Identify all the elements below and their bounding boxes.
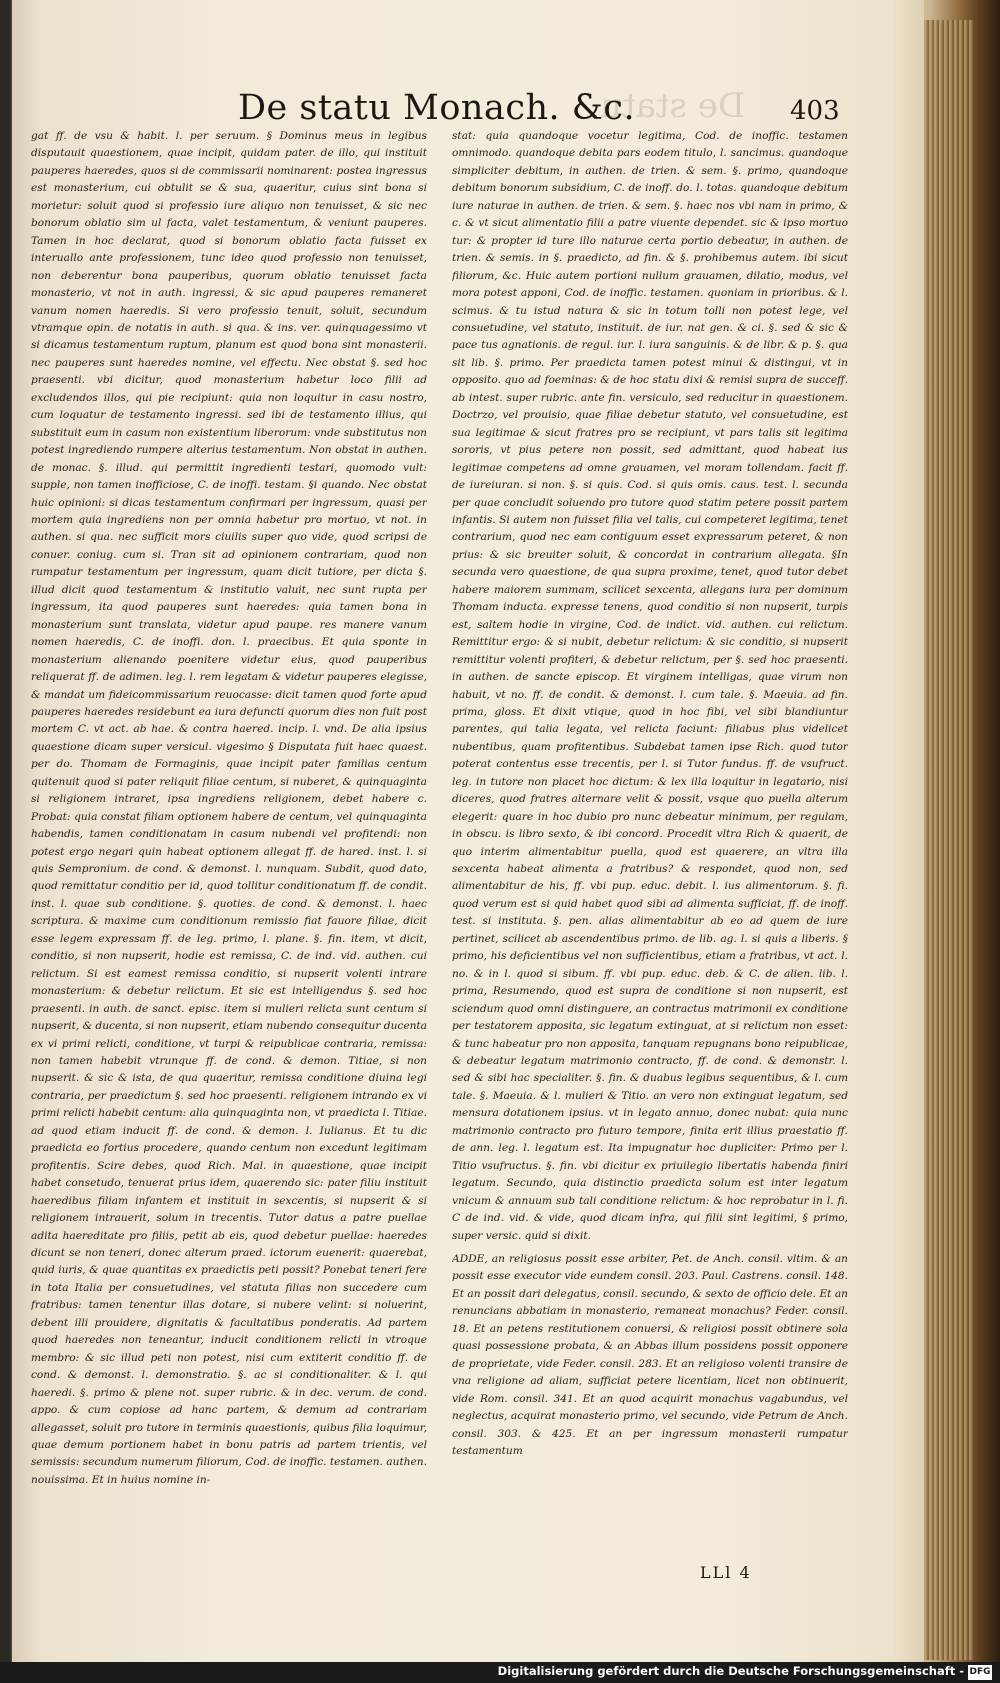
bleed-through-title: De statu	[600, 86, 746, 126]
page-number: 403	[790, 96, 840, 126]
right-column	[452, 128, 848, 1563]
right-column-text: stat: quia quandoque vocetur legitima, Cod. de inoffic. testamen omnimodo. quandoque debita pars eodem titulo, l. sancimus. quandoque simpliciter debitum, in authen. de trien. & sem. §. primo, quandoque debitum bonorum subsidium, C. de inoff. do. l. totas. quandoque debitum iure naturae in authen. de trien. & sem. §. haec nos vbi nam in primo, & c. & vt sicut alimentatio filii a patre viuente dependet. sic & ipso mortuo tur: & propter id ture illo naturae certa portio debeatur, in authen. de trien. & semis. in §. praedicto, ad fin. & §. prohibemus autem. ibi sicut filiorum, &c. Huic autem portioni nullum grauamen, dilatio, modus, vel mora potest apponi, Cod. de inoffic. testamen. quoniam in prioribus. & l. scimus. & tu istud natura & sic in totum tolli non potest lege, vel consuetudine, vel statuto, instituit. de iur. nat gen. & ci. §. sed & sic & pace tus agnationis. de regul. iur. l. iura sanguinis. & de libr. & p. §. qua sit lib. §. primo. Per praedicta tamen potest minui & distingui, vt in opposito. quo ad foeminas: & de hoc statu dixi & remisi supra de succeff. ab intest. super rubric. ante fin. versiculo, sed reducitur in quaestionem. Doctrzo, vel prouisio, quae filiae debetur statuto, vel consuetudine, est sua legitimae & sicut fratres pro se recipiunt, vt pars talis sit legitima sororis, vt pius petere non possit, sed admittant, quod habeat ius legitimae competens ad omne grauamen, vel moram tollendam. facit ff. de iureiuran. si non. §. si quis. Cod. si quis omis. caus. test. l. secunda per quae concludit soluendo pro tutore quod statim petere possit partem infantis. Si autem non fuisset filia vel talis, cui competeret legitima, tenet contrarium, quod nec eam contiguum esset expressarum peteret, & non prius: & sic breuiter soluit, & concordat in contrarium allegata. §In secunda vero quaestione, de qua supra proxime, tenet, quod tutor debet habere maiorem summam, scilicet sexcenta, allegans iura per dominum Thomam inducta. expresse tenens, quod conditio si non nupserit, turpis est, saltem hodie in virgine, Cod. de indict. vid. authen. cui relictum. Remittitur ergo: & si nubit, debetur relictum: & sic conditio, si nupserit remittitur volenti profiteri, & debetur relictum, per §. sed hoc praesenti. in authen. de sancte episcop. Et virginem intelligas, quae virum non habuit, vt no. ff. de condit. & demonst. l. cum tale. §. Maeuia. ad fin. prima, gloss. Et dixit vtique, quod in hoc fibi, vel sibi blandiuntur parentes, qui talia legata, vel relicta faciunt: filiabus plus videlicet nubentibus, quam profitentibus. Subdebat tamen ipse Rich. quod tutor poterat contentus esse trecentis, per l. si Tutor fundus. ff. de vsufruct. leg. in tutore non placet hoc dictum: & lex illa loquitur in legatario, nisi diceres, quod fratres alternare velit & possit, vsque quo puella alterum elegerit: quare in hoc dubio pro nunc debeatur minimum, per regulam, in obscu. is libro sexto, & ibi concord. Procedit vltra Rich & quaerit, de quo interim alimentabitur puella, quod est quaerere, an vltra illa sexcenta habeat alimenta a fratribus? & respondet, quod non, sed alimentabitur de his, ff. vbi pup. educ. debit. l. ius alimentorum. §. fi. quod verum est si quid habet quod sibi ad alimenta sufficiat, ff. de inoff. test. si instituta. §. pen. alias alimentabitur ab eo ad quem de iure pertinet, scilicet ab ascendentibus primo. de lib. ag. l. si quis a liberis. § primo, his deficientibus vel non sufficientibus, etiam a fratribus, vt act. l. no. & in l. quod si sibum. ff. vbi pup. educ. deb. & C. de alien. lib. l. prima, Resumendo, quod est supra de conditione si non nupserit, est sciendum quod omni distinguere, an contractus matrimonii ex conditione per testatorem apposita, sic legatum extinguat, at si relictum non esset: & tunc habeatur pro non apposita, tanquam repugnans bono reipublicae, & debeatur legatum matrimonio contracto, ff. de cond. & demonstr. l. sed & sibi hac specialiter. §. fin. & duabus legibus sequentibus, & l. cum tale. §. Maeuia. & l. mulieri & Titio. an vero non extinguat legatum, sed mensura dotationem ipsius. vt in legato annuo, donec nubat: quia nunc matrimonio contracto pro futuro tempore, finita erit illius praestatio ff. de ann. leg. l. legatum est. Ita impugnatur hoc dupliciter: Primo per l. Titio vsufructus. §. fin. vbi dicitur ex priuilegio libertatis habenda finiri legatum. Secundo, quia distinctio praedicta solum est inter legatum vnicum & annuum sub tali conditione relictum: & hoc reprobatur in l. fi. C de ind. vid. & vide, quod dicam infra, qui filii sint legitimi, § primo, super versic. quid si dixit.	[452, 130, 848, 1242]
addendum-paragraph: ADDE, an religiosus possit esse arbiter, Pet. de Anch. consil. vltim. & an possit esse executor vide eundem consil. 203. Paul. Castrens. consil. 148. Et an possit dari delegatus, consil. secundo, & sexto de officio dele. Et an renuncians abbatiam in monasterio, remaneat monachus? Feder. consil. 18. Et an petens restitutionem conuersi, & religiosi possit obtinere sola quasi possessione probata, & an Abbas illum possidens possit opponere de proprietate, vide Feder. consil. 283. Et an religioso volenti transire de vna religione ad aliam, sufficiat petere licentiam, licet non obtinuerit, vide Rom. consil. 341. Et an quod acquirit monachus vagabundus, vel neglectus, acquirat monasterio primo, vel secundo, vide Petrum de Anch. consil. 303. & 425. Et an per ingressum monasterii rumpatur testamentum	[452, 1253, 848, 1457]
signature-mark: LLl 4	[700, 1563, 752, 1582]
left-column	[31, 128, 427, 1638]
page-edges	[924, 20, 974, 1660]
running-title: De statu Monach. &c.	[238, 88, 636, 128]
left-column-text: gat ff. de vsu & habit. l. per seruum. § Dominus meus in legibus disputauit quaestionem, quae incipit, quidam pater. de illo, qui instituit pauperes haeredes, quos si de commissarii nominarent: postea ingressus est monasterium, cui obtulit se & sua, quaeritur, cuius sint bona si morietur: soluit quod si professio iure aliquo non tenuisset, & sic nec bonorum oblatio sim ul facta, valet testamentum, & veniunt pauperes. Tamen in hoc declarat, quod si bonorum oblatio facta fuisset ex interuallo ante professionem, tunc ideo quod professio non tenuisset, non deberentur bona pauperibus, quorum oblatio tenuisset facta monasterio, vt not in auth. ingressi, & sic apud pauperes remaneret vanum nomen haeredis. Si vero professio tenuit, soluit, secundum vtramque opin. de notatis in auth. si qua. & ins. ver. quinquagessimo vt si dicamus testamentum ruptum, planum est quod bona sint monasterii. nec pauperes sunt haeredes nomine, vel effectu. Nec obstat §. sed hoc praesenti. vbi dicitur, quod monasterium habetur loco filii ad excludendos illos, qui pie recipiunt: quia non loquitur in casu nostro, cum loquatur de testamento ingressi. sed ibi de testamento illius, qui substituit eum in casum non existentium liberorum: vnde substitutus non potest ingrediendo rumpere alterius testamentum. Non obstat in authen. de monac. §. illud. qui permittit ingredienti testari, quomodo vult: supple, non tamen inofficiose, C. de inoffi. testam. §i quando. Nec obstat huic opinioni: si dicas testamentum confirmari per ingressum, quasi per mortem quia ingrediens non per omnia habetur pro mortuo, vt not. in authen. si qua. nec sufficit mors ciuilis super quo vide, quod scripsi de conuer. coniug. cum si. Tran sit ad opinionem contrariam, quod non rumpatur testamentum per ingressum, quam dicit tutiore, per dicta §. illud dicit quod testamentum & institutio valuit, nec sunt rupta per ingressum, ita quod pauperes sunt haeredes: quia tamen bona in monasterium sunt translata, videtur apud paupe. res manere vanum nomen haeredis, C. de inoffi. don. l. praecibus. Et quia sponte in monasterium alienando poenitere videtur eius, quod pauperibus reliquerat ff. de adimen. leg. l. rem legatam & videtur pauperes elegisse, & mandat um fideicommissarium reuocasse: dicit tamen quod forte apud pauperes haeredes residebunt ea iura defuncti quorum dies non fuit post mortem C. vt act. ab hae. & contra haered. incip. l. vnd. De alia ipsius quaestione dicam super versicul. vigesimo § Disputata fuit haec quaest. per do. Thomam de Formaginis, quae incipit pater familias centum quitenuit quod si pater reliquit filiae centum, si nuberet, & quinquaginta si religionem intraret, ipsa ingrediens religionem, debet habere c. Probat: quia constat filiam optionem habere de centum, vel quinquaginta habendis, tamen conditionatam in casum nubendi vel profitendi: non potest ergo negari quin habeat optionem allegat ff. de hared. inst. l. si quis Sempronium. de cond. & demonst. l. nunquam. Subdit, quod dato, quod remittatur conditio per id, quod tollitur conditionatum ff. de condit. inst. l. quae sub conditione. §. quoties. de cond. & demonst. l. haec scriptura. & maxime cum conditionum remissio fiat fauore filiae, dicit esse legem expressam ff. de leg. primo, l. plane. §. fin. item, vt dicit, conditio, si non nupserit, hodie est remissa, C. de ind. vid. authen. cui relictum. Si est eamest remissa conditio, si nupserit volenti intrare monasterium: & debetur relictum. Et sic est intelligendus §. sed hoc praesenti. in auth. de sanct. episc. item si mulieri relicta sunt centum si nupserit, & ducenta, si non nupserit, etiam nubendo consequitur ducenta ex vi primi relicti, conditione, vt turpi & reipublicae contraria, remissa: non tamen habebit vtrunque ff. de cond. & demon. Titiae, si non nupserit. & sic & ista, de qua quaeritur, remissa conditione diuina legi contraria, per praedictum §. sed hoc praesenti. religionem intrando ex vi primi relicti habebit centum: alia quinquaginta non, vt praedicta l. Titiae. ad quod etiam inducit ff. de cond. & demon. l. Iulianus. Et tu dic praedicta eo fortius procedere, quando centum non excedunt legitimam profitentis. Scire debes, quod Rich. Mal. in quaestione, quae incipit habet consetudo, tenuerat prius idem, quaerendo sic: pater filiu instituit haeredibus filiam infantem et instituit in sexcentis, si nupserit & si religionem intrauerit, solum in trecentis. Tutor datus a patre puellae adita haereditate pro filiis, petit ab eis, quod debetur puellae: haeredes dicunt se non teneri, donec alterum praed. ictorum euenerit: quaerebat, quid iuris, & quae quantitas ex praedictis peti possit? Ponebat teneri fere in tota Italia per consuetudines, vel statuta filias non succedere cum fratribus: tamen tenentur illas dotare, si nubere velint: si noluerint, debent illi prouidere, dignitatis & facultatibus ponderatis. Ad partem quod haeredes non teneantur, inducit conditionem relicti in vtroque membro: & sic illud peti non potest, nisi cum extiterit conditio ff. de cond. & demonst. l. demonstratio. §. ac si conditionaliter. & l. qui haeredi. §. primo & plene not. super rubric. & in dec. verum. de cond. appo. & cum copiose ad hanc partem, & demum ad contrariam allegasset, soluit pro tutore in terminis quaestionis, quibus filia loquimur, quae demum portionem habet in bonu patris ad partem trientis, vel semissis: secundum numerum filiorum, Cod. de inoffic. testamen. authen. nouissima. Et in huius nomine in-	[31, 130, 427, 1486]
footer-credit: Digitalisierung gefördert durch die Deutsche Forschungsgemeinschaft -	[497, 1664, 964, 1678]
dfg-logo: DFG	[968, 1665, 992, 1680]
